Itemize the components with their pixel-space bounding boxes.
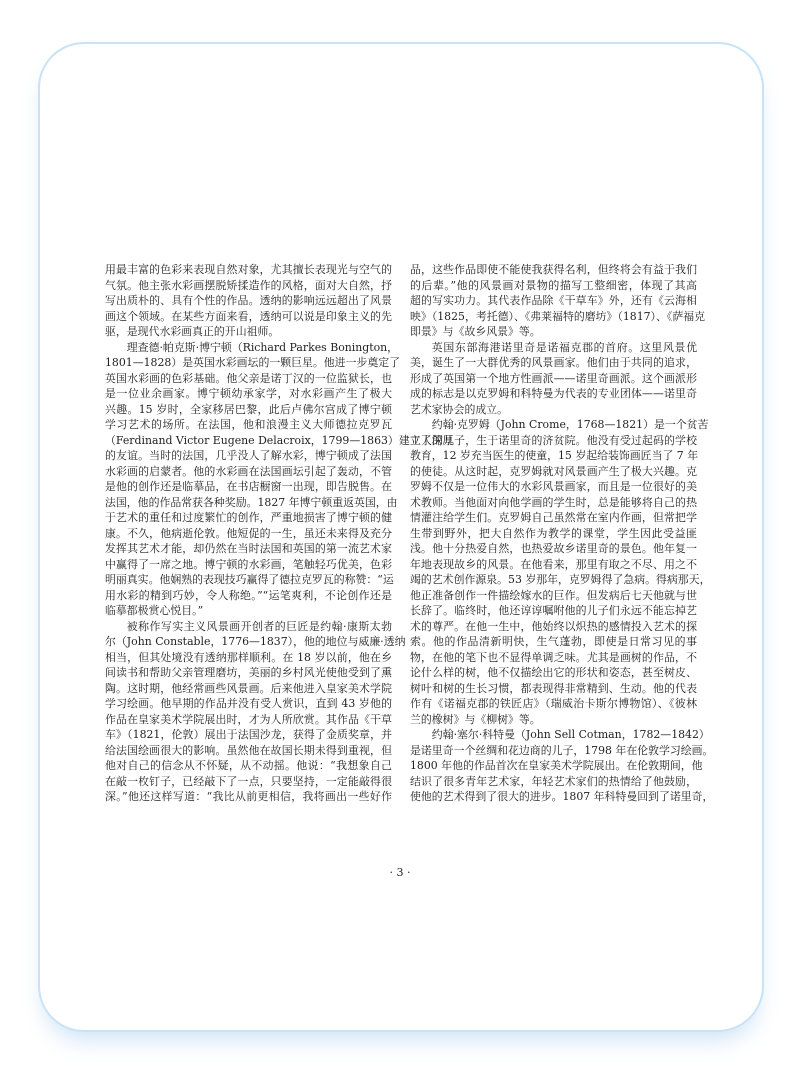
text-line: 画这个领域。在某些方面来看，透纳可以说是印象主义的先 [105,309,392,323]
text-line: 法国，他的作品常获各种奖励。1827 年博宁顿重返英国，由 [105,495,398,509]
text-line: 约翰·克罗姆（John Crome，1768—1821）是一个贫苦 [431,418,709,431]
text-line: 的友谊。当时的法国，几乎没人了解水彩，博宁顿成了法国 [105,449,392,462]
paragraph [410,727,714,805]
text-line: 品，这些作品即使不能使我获得名利，但终将会有益于我们 [410,263,697,276]
text-line: 气氛。他主张水彩画摆脱矫揉造作的风格，面对大自然，抒 [105,278,392,292]
text-line: 他正准备创作一件描绘嫁水的巨作。但发病后七天他就与世 [410,588,697,602]
text-line: 英国水彩画的色彩基础。他父亲是诺丁汉的一位监狱长，也 [105,371,392,385]
text-line: 英国东部海港诺里奇是诺福克郡的首府。这里风景优 [431,340,697,354]
text-line: 艺术家协会的成立。 [410,402,509,416]
text-line: 相当，但其处境没有透纳那样顺利。在 18 岁以前，他在乡 [105,650,392,664]
paragraph [105,340,454,619]
text-line: 明丽真实。他娴熟的表现技巧赢得了德拉克罗瓦的称赞：“运 [105,573,394,586]
text-line: 的后辈。”他的风景画对景物的描写工整细密，体现了其高 [410,278,697,292]
text-line: 中赢得了一席之地。博宁顿的水彩画，笔触轻巧优美，色彩 [105,557,392,571]
text-line: 1801—1828）是英国水彩画坛的一颗巨星。他进一步奠定了 [105,356,401,369]
text-line: 形成了英国第一个地方性画派——诺里奇画派。这个画派形 [410,371,697,385]
text-line: （Ferdinand Victor Eugene Delacroix，1799—1863）建立了深厚 [105,433,454,447]
text-line: 是一位业余画家。博宁顿幼承家学，对水彩画产生了极大 [105,387,392,400]
text-line: 车》（1821，伦敦）展出于法国沙龙，获得了金质奖章，并 [105,728,392,741]
text-line: 是他的创作还是临摹品，在书店橱窗一出现，即告脱售。在 [105,480,392,493]
text-line: 年地表现故乡的风景。在他看来，那里有取之不尽、用之不 [410,557,697,571]
text-line: 兰的橡树》与《柳树》等。 [410,712,541,726]
text-line: 使他的艺术得到了很大的进步。1807 年科特曼回到了诺里奇， [410,790,714,803]
text-line: 术教师。当他面对向他学画的学生时，总是能够将自己的热 [410,495,697,509]
text-line: 成的标志是以克罗姆和科特曼为代表的专业团体——诺里奇 [410,387,697,400]
text-line: 超的写实功力。其代表作品除《干草车》外，还有《云海相 [410,294,697,307]
text-line: 情灌注给学生们。克罗姆自己虽然常在室内作画，但常把学 [410,511,697,524]
text-line: 即景》与《故乡风景》等。 [410,325,541,338]
text-line: 生带到野外，把大自然作为教学的课堂，学生因此受益匪 [410,526,697,540]
text-line: 罗姆不仅是一位伟大的水彩风景画家，而且是一位很好的美 [410,480,697,493]
text-line: 驱，是现代水彩画真正的开山祖师。 [105,325,280,338]
text-line: 论什么样的树，他不仅描绘出它的形状和姿态，甚至树皮、 [410,666,697,679]
paragraph [410,262,705,340]
text-line: 竭的艺术创作源泉。53 岁那年，克罗姆得了急病。得病那天， [410,573,711,586]
right-column [410,262,714,805]
text-line: 于艺术的重任和过度繁忙的创作，严重地损害了博宁顿的健 [105,511,392,524]
text-line: 用最丰富的色彩来表现自然对象，尤其擅长表现光与空气的 [105,263,392,276]
text-line: 约翰·塞尔·科特曼（John Sell Cotman，1782—1842） [431,728,710,741]
text-line: 美，诞生了一大群优秀的风景画家。他们由于共同的追求， [410,356,697,369]
left-column [105,262,454,805]
page-number: · 3 · [389,866,411,879]
text-line: 兴趣。15 岁时，全家移居巴黎，此后卢佛尔宫成了博宁顿 [105,402,392,416]
text-line: 深。”他还这样写道：“我比从前更相信，我将画出一些好作 [105,790,392,803]
text-line: 发挥其艺术才能，却仍然在当时法国和英国的第一流艺术家 [105,542,392,555]
text-line: 工人的儿子，生于诺里奇的济贫院。他没有受过起码的学校 [410,433,697,447]
text-line: 他对自己的信念从不怀疑，从不动摇。他说：“我想象自己 [105,759,392,772]
text-line: 长辞了。临终时，他还谆谆嘱咐他的儿子们永远不能忘掉艺 [410,604,697,617]
text-line: 物，在他的笔下也不显得单调乏味。尤其是画树的作品，不 [410,650,697,664]
text-line: 教育，12 岁充当医生的使童，15 岁起给装饰画匠当了 7 年 [410,449,699,462]
text-line: 术的尊严。在他一生中，他始终以炽热的感情投入艺术的探 [410,619,697,633]
text-line: 索。他的作品清新明快，生气蓬勃，即使是日常习见的事 [410,635,697,648]
text-line: 是诺里奇一个丝绸和花边商的儿子，1798 年在伦敦学习绘画。 [410,743,714,757]
text-line: 树叶和树的生长习惯，都表现得非常精到、生动。他的代表 [410,681,697,695]
text-line: 尔（John Constable，1776—1837），他的地位与威廉·透纳 [105,635,406,648]
text-line: 水彩画的启蒙者。他的水彩画在法国画坛引起了轰动，不管 [105,464,392,478]
text-line: 康。不久，他病逝伦敦。他短促的一生，虽还未来得及充分 [105,526,392,540]
text-line: 写出质朴的、具有个性的作品。透纳的影响远远超出了风景 [105,294,392,307]
text-line: 给法国绘画很大的影响。虽然他在故国长期未得到重视，但 [105,743,392,757]
text-line: 陶。这时期，他经常画些风景画。后来他进入皇家美术学院 [105,681,392,695]
text-line: 学习艺术的场所。在法国，他和浪漫主义大师德拉克罗瓦 [105,418,392,431]
paragraph [105,262,392,340]
text-line: 用水彩的精到巧妙，令人称绝。”“运笔爽利，不论创作还是 [105,588,392,602]
text-line: 间读书和帮助父亲管理磨坊，美丽的乡村风光使他受到了熏 [105,666,392,679]
text-line: 理查德·帕克斯·博宁顿（Richard Parkes Bonington， [126,340,399,354]
text-line: 在敲一枚钉子，已经敲下了一点，只要坚持，一定能敲得很 [105,774,392,788]
text-line: 浅。他十分热爱自然，也热爱故乡诺里奇的景色。他年复一 [410,542,697,555]
text-line: 被称作写实主义风景画开创者的巨匠是约翰·康斯太勃 [126,619,392,633]
text-line: 的使徒。从这时起，克罗姆就对风景画产生了极大兴趣。克 [410,464,697,478]
text-line: 临摹都极赏心悦目。” [105,604,204,617]
paragraph [410,417,711,727]
text-line: 作有《诺福克郡的铁匠店》（瑞威治卡斯尔博物馆）、《彼林 [410,697,697,710]
text-line: 映》（1825，考托德）、《弗莱福特的磨坊》（1817）、《萨福克 [410,309,705,323]
text-line: 1800 年他的作品首次在皇家美术学院展出。在伦敦期间，他 [410,759,703,772]
paragraph [410,340,697,418]
text-line: 学习绘画。他早期的作品并没有受人赏识，直到 43 岁他的 [105,697,392,710]
text-line: 作品在皇家美术学院展出时，才为人所欣赏。其作品《干草 [105,712,392,726]
paragraph [105,619,406,805]
text-line: 结识了很多青年艺术家，年轻艺术家们的热情给了他鼓励， [410,774,697,788]
